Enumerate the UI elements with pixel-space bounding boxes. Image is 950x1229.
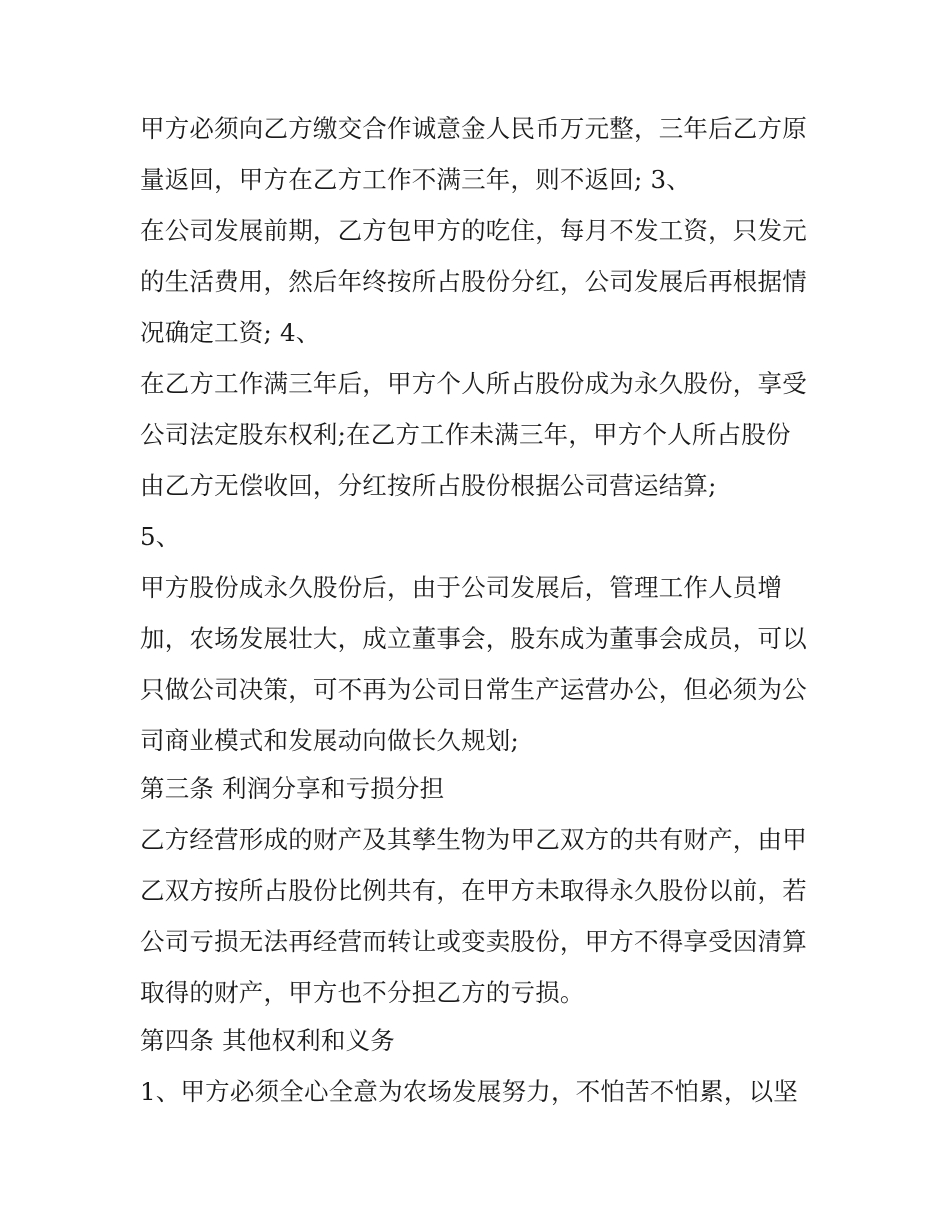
text-line: 公司法定股东权利;在乙方工作未满三年，甲方个人所占股份 [140,420,791,449]
text-line: 甲方必须向乙方缴交合作诚意金人民币万元整，三年后乙方原 [140,114,807,143]
text-line: 由乙方无偿收回，分红按所占股份根据公司营运结算; [140,471,717,500]
text-line: 在公司发展前期，乙方包甲方的吃住，每月不发工资，只发元 [140,216,807,245]
section-heading: 第四条 其他权利和义务 [140,1026,395,1055]
text-line: 况确定工资; 4、 [140,318,321,347]
text-line: 司商业模式和发展动向做长久规划; [140,726,519,755]
text-line: 的生活费用，然后年终按所占股份分红，公司发展后再根据情 [140,267,807,296]
text-line: 乙双方按所占股份比例共有，在甲方未取得永久股份以前，若 [140,876,807,905]
text-line: 5、 [140,522,181,551]
text-line: 1、甲方必须全心全意为农场发展努力，不怕苦不怕累，以坚 [140,1077,798,1106]
text-line: 甲方股份成永久股份后，由于公司发展后，管理工作人员增 [140,573,783,602]
text-line: 在乙方工作满三年后，甲方个人所占股份成为永久股份，享受 [140,369,807,398]
text-line: 加，农场发展壮大，成立董事会，股东成为董事会成员，可以 [140,624,807,653]
text-line: 量返回，甲方在乙方工作不满三年，则不返回; 3、 [140,165,691,194]
text-line: 取得的财产，甲方也不分担乙方的亏损。 [140,978,585,1007]
text-line: 乙方经营形成的财产及其孳生物为甲乙双方的共有财产，由甲 [140,825,807,854]
text-line: 公司亏损无法再经营而转让或变卖股份，甲方不得享受因清算 [140,927,807,956]
section-heading: 第三条 利润分享和亏损分担 [140,774,445,803]
text-line: 只做公司决策，可不再为公司日常生产运营办公，但必须为公 [140,675,807,704]
